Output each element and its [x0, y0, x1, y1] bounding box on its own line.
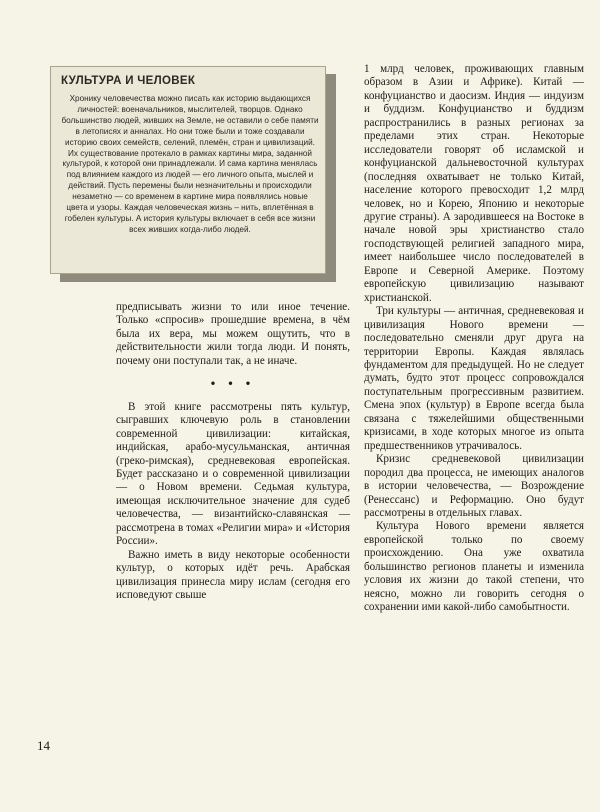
sidebar-title: КУЛЬТУРА И ЧЕЛОВЕК — [61, 75, 196, 87]
sidebar-text: Хронику человечества можно писать как историю выдающихся личностей: военачальников, мыслителей, творцов. Однако большинство людей, живших на Земле, не оставили о себе памяти в летописях и анналах. Но они тоже были и тоже создавали историю своих семейств, селений, племён, стран и цивилизаций. Их существование протекало в рамках картины мира, заданной культурой, к которой они принадлежали. И сама картина менялась под влиянием каждого из людей — его личного опыта, мыслей и действий. Пусть перемены были незначительны и происходили незаметно — со временем в картине мира появлялись новые цвета и узоры. Каждая человеческая жизнь – нить, вплетённая в гобелен культуры. А история культуры включает в себя все жизни всех живших когда-либо людей. — [61, 94, 319, 234]
right-paragraph-4: Культура Нового времени является европейской только по своему происхождению. Она уже охватила большинство регионов планеты и изменила условия их жизни до такой степени, что неясно, можно ли говорить сегодня о сохранении ими какой-либо самобытности. — [364, 520, 584, 614]
left-column — [116, 301, 350, 603]
right-paragraph-1: 1 млрд человек, проживающих главным образом в Азии и Африке). Китай — конфуцианство и даосизм. Индия — индуизм и буддизм. Конфуцианство и буддизм распространились в разных регионах за пределами этих стран. Некоторые исследователи говорят об исламской и конфуцианской дальневосточной культурах (последняя охватывает не только Китай, население которого превосходит 1,2 млрд человек, но и Корею, Японию и некоторые другие страны). А зародившееся на Востоке в начале новой эры христианство стало господствующей религией западного мира, имеет наибольшее число последователей в Европе и Северной Америке. Поэтому европейскую цивилизацию называют христианской. — [364, 63, 584, 304]
left-paragraph-2: В этой книге рассмотрены пять культур, сыгравших ключевую роль в становлении современной цивилизации: китайская, индийская, арабо-мусульманская, античная (греко-римская), средневековая европейская. Будет рассказано и о современной цивилизации — о Новом времени. Седьмая культура, имеющая исключительное значение для судеб человечества, — византийско-славянская — рассмотрена в томах «Религии мира» и «История России». — [116, 400, 350, 548]
right-paragraph-2: Три культуры — античная, средневековая и цивилизация Нового времени — последовательно сменяли друг друга на территории Европы. Каждая являлась фундаментом для предыдущей. Но не следует думать, будто этот процесс сопровождался поступательным прогрессивным развитием. Смена эпох (культур) в Европе всегда была связана с тяжелейшими общественными кризисами, в ходе которых многое из опыта предшественников утрачивалось. — [364, 305, 584, 452]
right-paragraph-3: Кризис средневековой цивилизации породил два процесса, не имеющих аналогов в истории человечества, — Возрождение (Ренессанс) и Реформацию. Оно будут рассмотрены в отдельных главах. — [364, 453, 584, 519]
section-separator: • • • — [210, 376, 256, 391]
right-column — [364, 63, 584, 615]
left-paragraph-1: предписывать жизни то или иное течение. Только «спросив» прошедшие времена, в чём была их вера, мы можем ощутить, что в действительности жили тогда люди. И понять, почему они поступали так, а не иначе. — [116, 301, 350, 367]
sidebar-box — [50, 66, 326, 274]
page-number: 14 — [37, 738, 50, 753]
left-paragraph-3: Важно иметь в виду некоторые особенности культур, о которых идёт речь. Арабская цивилизация принесла миру ислам (сегодня его исповедуют свыше — [116, 548, 350, 602]
